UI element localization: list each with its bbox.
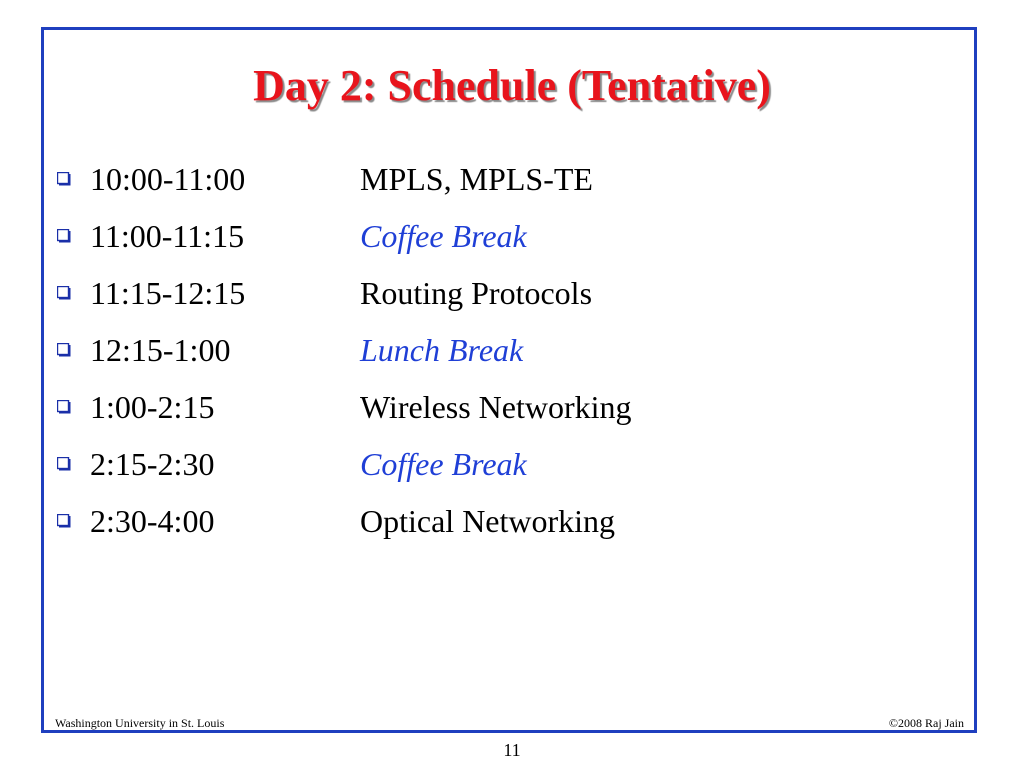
slide-frame [41,27,977,733]
hollow-square-bullet-icon [57,286,72,301]
schedule-time: 11:15-12:15 [90,275,246,311]
schedule-event: Optical Networking [360,503,616,539]
schedule-time: 2:30-4:00 [90,503,215,539]
schedule-time: 2:15-2:30 [90,446,215,482]
schedule-time: 11:00-11:15 [90,218,245,254]
schedule-event-break: Lunch Break [360,332,524,368]
footer-copyright: ©2008 Raj Jain [888,716,964,730]
schedule-event-break: Coffee Break [360,446,527,482]
footer-institution: Washington University in St. Louis [55,716,225,730]
schedule-time: 10:00-11:00 [90,161,246,197]
slide-title: Day 2: Schedule (Tentative) [253,61,771,110]
hollow-square-bullet-icon [57,514,72,529]
schedule-event: Wireless Networking [360,389,632,425]
page-number: 11 [503,740,521,760]
schedule-event: MPLS, MPLS-TE [360,161,593,197]
hollow-square-bullet-icon [57,400,72,415]
schedule-event-break: Coffee Break [360,218,527,254]
hollow-square-bullet-icon [57,343,72,358]
schedule-event: Routing Protocols [360,275,593,311]
hollow-square-bullet-icon [57,457,72,472]
hollow-square-bullet-icon [57,229,72,244]
schedule-time: 12:15-1:00 [90,332,231,368]
schedule-time: 1:00-2:15 [90,389,215,425]
hollow-square-bullet-icon [57,172,72,187]
